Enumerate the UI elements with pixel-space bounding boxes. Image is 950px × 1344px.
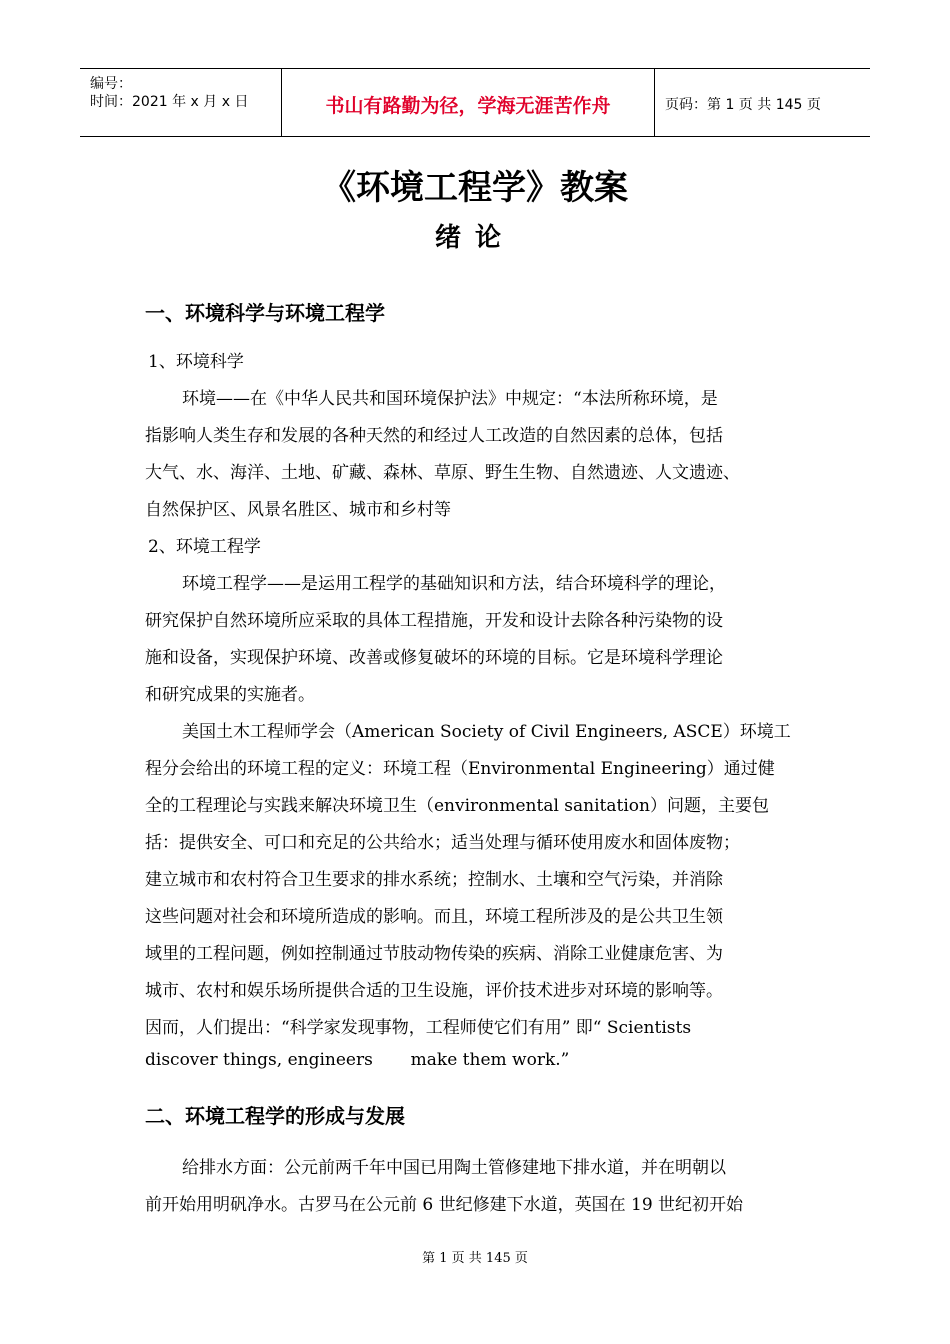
motto-text: 书山有路勤为径，学海无涯苦作舟 [325, 95, 611, 117]
text-line: 建立城市和农村符合卫生要求的排水系统；控制水、土壤和空气污染，并消除 [145, 870, 723, 890]
section-heading-2: 二、环境工程学的形成与发展 [145, 1104, 405, 1128]
text-line: 环境工程学——是运用工程学的基础知识和方法，结合环境科学的理论， [182, 574, 726, 594]
text-line: discover things, engineers make them work.” [145, 1050, 570, 1070]
document-subtitle: 绪论 [434, 223, 515, 253]
header-info-cell [80, 69, 282, 136]
header-page-cell [655, 69, 870, 136]
header-motto-cell [282, 69, 655, 136]
text-line: 这些问题对社会和环境所造成的影响。而且，环境工程所涉及的是公共卫生领 [145, 907, 723, 927]
text-line: 城市、农村和娱乐场所提供合适的卫生设施，评价技术进步对环境的影响等。 [145, 981, 723, 1001]
document-title: 《环境工程学》教案 [322, 168, 628, 208]
text-line: 自然保护区、风景名胜区、城市和乡村等 [145, 500, 451, 520]
subsection-heading-2: 2、环境工程学 [148, 537, 261, 557]
text-line: 给排水方面：公元前两千年中国已用陶土管修建地下排水道，并在明朝以 [182, 1158, 726, 1178]
text-line: 因而，人们提出：“科学家发现事物，工程师使它们有用” 即“ Scientists [145, 1018, 692, 1038]
date-line: 时间：2021 年 x 月 x 日 [90, 94, 249, 110]
page-code: 页码：第 1 页 共 145 页 [665, 97, 821, 113]
code-label: 编号： [90, 76, 132, 92]
text-line: 域里的工程问题，例如控制通过节肢动物传染的疾病、消除工业健康危害、为 [145, 944, 723, 964]
text-line: 环境——在《中华人民共和国环境保护法》中规定：“本法所称环境，是 [182, 389, 718, 409]
text-line: 程分会给出的环境工程的定义：环境工程（Environmental Engineering）通过健 [145, 759, 775, 779]
text-line: 指影响人类生存和发展的各种天然的和经过人工改造的自然因素的总体，包括 [145, 426, 723, 446]
text-line: 美国土木工程师学会（American Society of Civil Engineers, ASCE）环境工 [182, 722, 791, 742]
page-footer: 第 1 页 共 145 页 [422, 1251, 528, 1266]
section-heading-1: 一、环境科学与环境工程学 [145, 301, 385, 325]
header-table [80, 68, 870, 137]
text-line: 研究保护自然环境所应采取的具体工程措施，开发和设计去除各种污染物的设 [145, 611, 723, 631]
text-line: 全的工程理论与实践来解决环境卫生（environmental sanitation）问题，主要包 [145, 796, 769, 816]
text-line: 括：提供安全、可口和充足的公共给水；适当处理与循环使用废水和固体废物； [145, 833, 740, 853]
text-line: 施和设备，实现保护环境、改善或修复破坏的环境的目标。它是环境科学理论 [145, 648, 723, 668]
subsection-heading-1: 1、环境科学 [148, 352, 244, 372]
text-line: 前开始用明矾净水。古罗马在公元前 6 世纪修建下水道，英国在 19 世纪初开始 [145, 1195, 744, 1215]
text-line: 和研究成果的实施者。 [145, 685, 315, 705]
text-line: 大气、水、海洋、土地、矿藏、森林、草原、野生生物、自然遗迹、人文遗迹、 [145, 463, 740, 483]
